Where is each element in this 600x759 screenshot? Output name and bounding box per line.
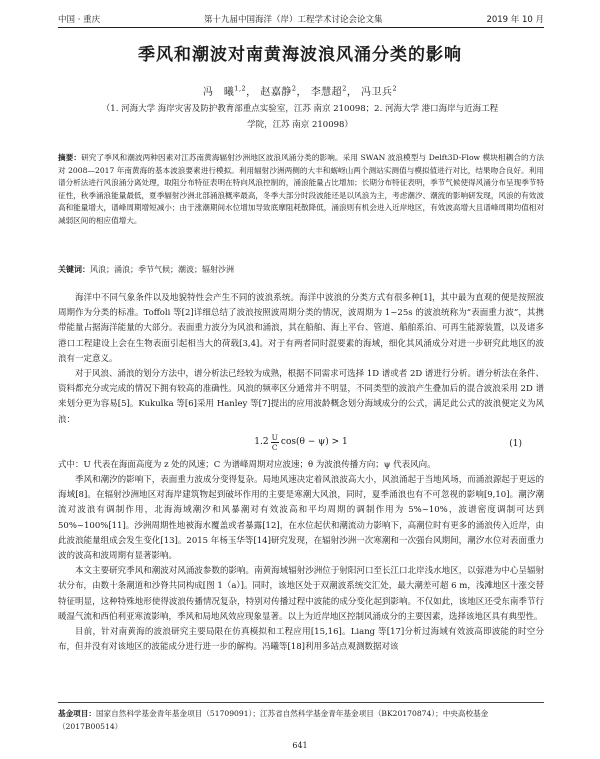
header-conference: 第十九届中国海洋（岸）工程学术讨论会论文集 bbox=[204, 15, 383, 25]
author-affil-mark: 2 bbox=[342, 84, 347, 93]
page-number: 641 bbox=[292, 741, 308, 750]
author: 赵嘉静 bbox=[260, 87, 292, 98]
author-affil-mark: 2 bbox=[291, 84, 297, 93]
body-paragraph: 目前，针对南黄海的波浪研究主要局限在仿真模拟和工程应用[15,16]。Liang 等[17]分析过海域有效波高即波能的时空分布，但并没有对该地区的波能成分进行进一步的解构。冯曦等[18]利用多站点观测数据对该 bbox=[58, 627, 544, 653]
funding-label: 基金项目： bbox=[58, 709, 96, 718]
body-paragraph: 本文主要研究季风和潮波对风涌波参数的影响。南黄海域辐射沙洲位于射阳河口至长江口北岸浅水地区，以弶港为中心呈辐射状分布，由数十条潮道和沙脊共同构成[图 1（a）]。同时，该地区处于双潮波系统交汇处，最大潮差可超 6 m，浅滩地区十涨交替特征明显，这种特殊地形使得波浪传播情况复杂，特别对传播过程中波能的成分变化起到影响。不仅如此，该地区还受东南季节行暖湿气流和西伯利亚寒流影响，季风和局地风效应现象显著。以上为近岸地区控制风涌成分的主要因素，选择该地区具有典型性。 bbox=[58, 566, 544, 622]
body-paragraph: 对于风浪、涌浪的划分方法中，谱分析法已经较为成熟，根据不同需求可选择 1D 谱或者 2D 谱进行分析。谱分析法在条件、资料都充分或完成的情况下拥有较高的准确性。风浪的频率区分通常并不明显，不同类型的波浪产生叠加后的混合波浪采用 2D 谱来划分更为容易[5]。Kukulka 等[6]采用 Hanley 等[7]提出的应用波龄概念划分海域成分的公式，满足此公式的波浪便定义为风浪： bbox=[58, 369, 544, 425]
abstract-text: 研究了季风和潮波两种因素对江苏南黄海辐射沙洲地区波浪风涌分类的影响。采用 SWAN 波浪模型与 Delft3D-Flow 模块相耦合的方法对 2008—2017 年南黄海的基本波浪要素进行模拟。利用辐射沙洲两侧的大丰和蛎岈山两个测站实测值与模拟值进行对比，结果吻合良好。利用谱分析法进行风浪涌分离处理，取阻分布特征表明在特向风浪控制的，涌浪能量占比增加；长期分布特征表明，季节气候使得风涌分布呈现季节特征性，秋季涌浪能量最低，夏季辐射沙洲北部涌浪概率最高，冬季大部分时段波能还是以风浪为主，考虑潮汐、潮流的影响研发现，风浪的有效波高和能量增大，谱峰周期增短减小；由于涨潮期间水位增加导致底摩阻耗散降低，涌浪则有机会进入近岸地区，有效波高增大且谱峰周期均值相对减弱区间的相应值增大。 bbox=[58, 153, 544, 225]
abstract bbox=[58, 152, 544, 228]
equation-numerator: U bbox=[271, 433, 278, 443]
equation-rhs: cos(θ − ψ) > 1 bbox=[280, 437, 348, 448]
affiliation-line: 学院，江苏 南京 210098） bbox=[247, 120, 353, 130]
affiliations bbox=[70, 101, 530, 133]
author-affil-mark: 2 bbox=[392, 84, 398, 93]
header-location: 中国 · 重庆 bbox=[58, 15, 101, 25]
running-header bbox=[58, 11, 544, 28]
body-paragraph: 海洋中不同气象条件以及地貌特性会产生不同的波浪系统。海洋中波浪的分类方式有很多种[1]，其中最为直观的便是按照波周期作为分类的标准。Toffoli 等[2]详细总结了波浪按照波周期分类的情况，波周期为 1~25s 的波浪统称为“表面重力波”，其携带能量占据海洋能量的大部分。表面重力波分为风浪和涌浪，其在船舶、海上平台、管道、船舶系泊、可再生能源装置，以及诸多港口工程建设上会在生物表面引起相当大的荷载[3,4]。对于有两者同时混要素的海域，细化其风涌成分对进一步研究此地区的波浪有一定意义。 bbox=[58, 293, 544, 364]
keywords bbox=[58, 264, 544, 275]
author: 冯 曦 bbox=[202, 87, 235, 98]
author: 冯卫兵 bbox=[361, 87, 393, 98]
author-affil-mark: 1,2 bbox=[234, 84, 247, 93]
equation-denominator: C bbox=[271, 443, 278, 453]
keywords-text: 风浪；涌浪；季节气候；潮波；辐射沙洲 bbox=[90, 265, 234, 274]
author-list: 冯 曦$^{1,2}$， 赵嘉静$^2$， 李慧超$^2$， 冯卫兵$^2$ bbox=[202, 84, 398, 98]
equation-fraction bbox=[271, 433, 279, 452]
paper-title: 季风和潮波对南黄海波浪风涌分类的影响 bbox=[138, 45, 462, 65]
author: 李慧超 bbox=[310, 87, 343, 98]
funding-text: 国家自然科学基金青年基金项目（51709091）；江苏省自然科学基金青年基金项目（BK20170874）；中央高校基金（2017B00514） bbox=[58, 709, 489, 731]
keywords-label: 关键词： bbox=[58, 265, 90, 274]
abstract-label: 摘要： bbox=[58, 153, 82, 162]
body-paragraph: 式中：U 代表在海面高度为 z 处的风速；C 为谱峰周期对应波速；θ 为波浪传播方向；ψ 代表风向。 bbox=[58, 459, 436, 470]
funding-footnote bbox=[58, 702, 544, 733]
body-paragraph: 季风和潮汐的影响下，表面重力波成分变得复杂。局地风速决定着风浪波高大小，风浪涌起于当地风场，而涌浪源起于更远的海域[8]。在辐射沙洲地区对海岸建筑物起到破坏作用的主要是寒潮大风浪，同时，夏季涌浪也有不可忽视的影响[9,10]。潮汐潮流对波浪有调制作用，北海海域潮汐和风暴潮对有效波高和平均周期的调制作用为 5%~10%，波谱密度调制可达到 50%~100%[11]。沙洲周期性地被海水覆盖或者暴露[12]，在水位起伏和潮流动力影响下，高潮位时有更多的涌浪传入近岸，由此波浪能量组成会发生变化[13]。2015 年杨玉华等[14]研究发现，在辐射沙洲一次寒潮和一次强台风期间，潮汐水位对表面重力波的波高和波周期有显著影响。 bbox=[58, 475, 544, 562]
equation-1 bbox=[58, 429, 544, 457]
affiliation-line: （1. 河海大学 海岸灾害及防护教育部重点实验室，江苏 南京 210098；2. 河海大学 港口海岸与近海工程 bbox=[101, 104, 499, 114]
equation-number: (1) bbox=[509, 438, 522, 449]
equation-coefficient: 1.2 bbox=[254, 437, 269, 448]
body-text bbox=[58, 291, 544, 655]
header-date: 2019 年 10 月 bbox=[486, 15, 544, 25]
